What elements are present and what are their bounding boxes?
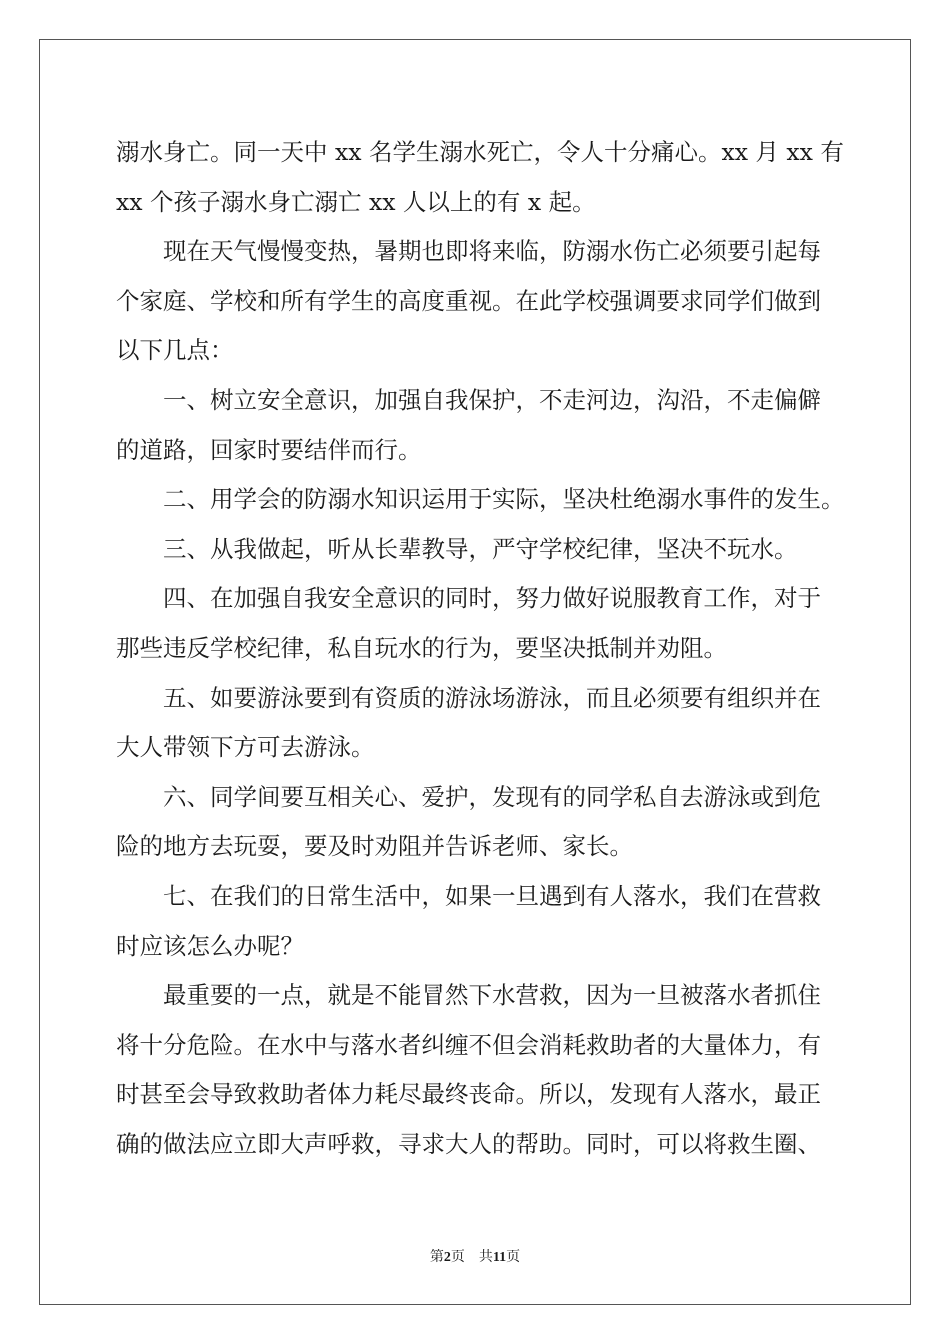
page-number: 2	[443, 1250, 451, 1265]
text-line: 现在天气慢慢变热，暑期也即将来临，防溺水伤亡必须要引起每	[163, 237, 821, 266]
text-line: 一、树立安全意识，加强自我保护，不走河边，沟沿，不走偏僻	[163, 385, 821, 414]
text-line: 个家庭、学校和所有学生的高度重视。在此学校强调要求同学们做到	[116, 286, 821, 315]
text-line: 四、在加强自我安全意识的同时，努力做好说服教育工作，对于	[163, 584, 821, 613]
text-line: 时应该怎么办呢？	[116, 931, 304, 960]
text-line: 以下几点：	[116, 336, 234, 365]
page-footer	[0, 1246, 950, 1266]
text-line: 的道路，回家时要结伴而行。	[116, 435, 422, 464]
text-line: 险的地方去玩耍，要及时劝阻并告诉老师、家长。	[116, 832, 633, 861]
text-line: 将十分危险。在水中与落水者纠缠不但会消耗救助者的大量体力，有	[116, 1030, 821, 1059]
text-line: 溺水身亡。同一天中 xx 名学生溺水死亡，令人十分痛心。xx 月 xx 有	[116, 138, 844, 166]
text-line: 五、如要游泳要到有资质的游泳场游泳，而且必须要有组织并在	[163, 683, 821, 712]
page-suffix: 页	[450, 1250, 465, 1265]
text-line: 七、在我们的日常生活中，如果一旦遇到有人落水，我们在营救	[163, 881, 821, 910]
text-line: 大人带领下方可去游泳。	[116, 733, 375, 762]
document-body	[116, 128, 845, 1169]
text-line: 那些违反学校纪律，私自玩水的行为，要坚决抵制并劝阻。	[116, 633, 727, 662]
text-line: 三、从我做起，听从长辈教导，严守学校纪律，坚决不玩水。	[163, 534, 798, 563]
text-line: 六、同学间要互相关心、爱护，发现有的同学私自去游泳或到危	[163, 782, 821, 811]
text-line: 最重要的一点，就是不能冒然下水营救，因为一旦被落水者抓住	[163, 981, 821, 1010]
text-line: 确的做法应立即大声呼救，寻求大人的帮助。同时，可以将救生圈、	[116, 1129, 821, 1158]
page-prefix: 第	[429, 1250, 444, 1265]
text-line: 时甚至会导致救助者体力耗尽最终丧命。所以，发现有人落水，最正	[116, 1080, 821, 1109]
text-line: 二、用学会的防溺水知识运用于实际，坚决杜绝溺水事件的发生。	[163, 485, 845, 514]
text-line: xx 个孩子溺水身亡溺亡 xx 人以上的有 x 起。	[116, 187, 596, 216]
total-suffix: 页	[506, 1250, 521, 1265]
total-prefix: 共	[478, 1250, 493, 1265]
total-pages: 11	[492, 1250, 507, 1265]
